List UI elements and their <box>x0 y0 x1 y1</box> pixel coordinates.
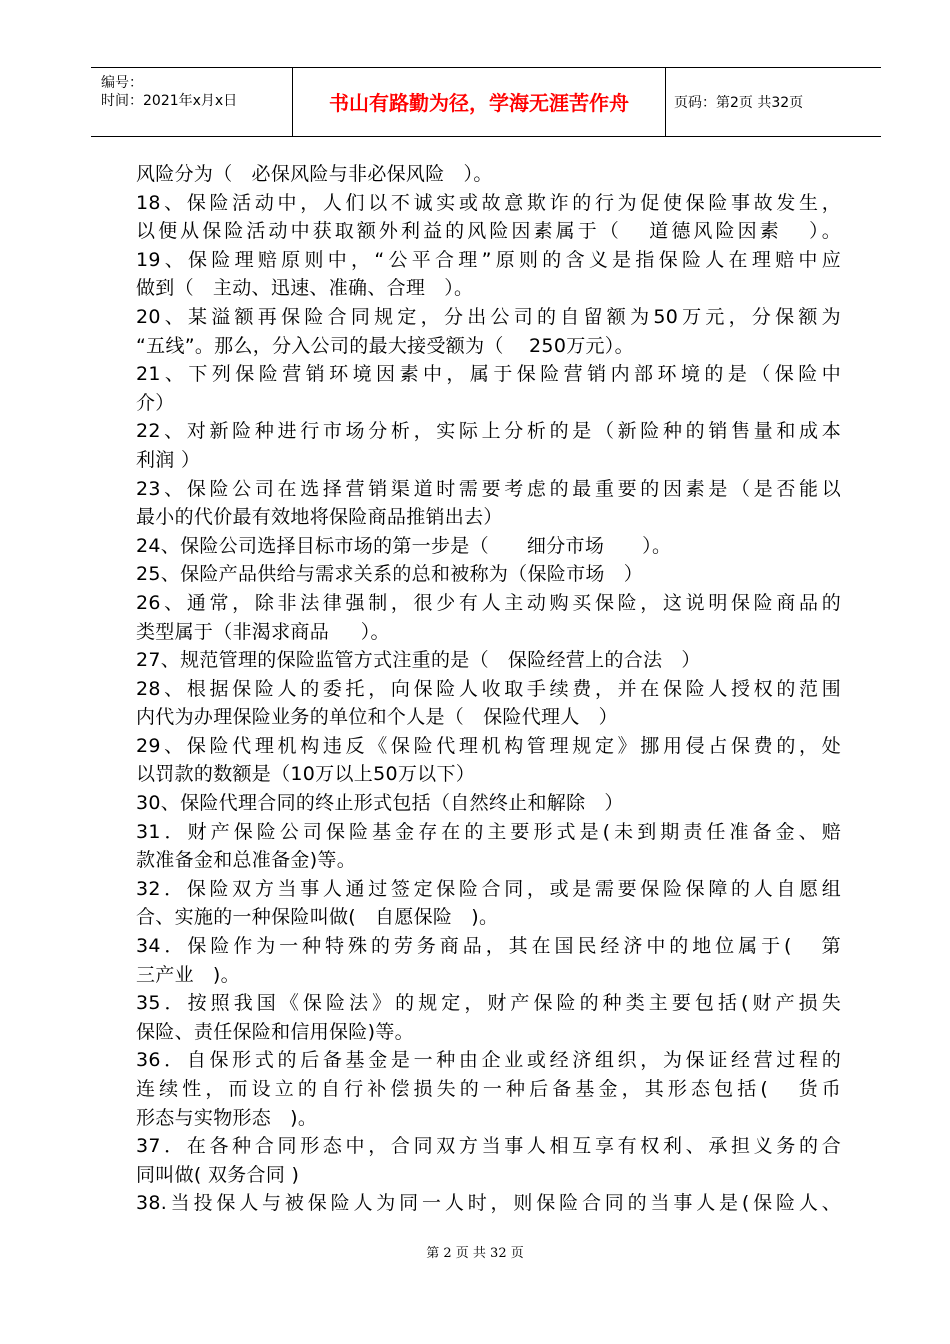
header-page-label: 页码：第2页 共32页 <box>674 95 804 111</box>
text-line: 30、保险代理合同的终止形式包括（自然终止和解除 ） <box>136 792 624 815</box>
text-line: 29、保险代理机构违反《保险代理机构管理规定》挪用侵占保费的，处 <box>136 734 841 757</box>
text-line: 27、规范管理的保险监管方式注重的是（ 保险经营上的合法 ） <box>136 649 701 672</box>
text-line: 26、通常，除非法律强制，很少有人主动购买保险，这说明保险商品的 <box>136 591 841 614</box>
number-label: 编号： <box>101 75 143 91</box>
text-line: 34．保险作为一种特殊的劳务商品，其在国民经济中的地位属于( 第 <box>136 935 841 958</box>
text-line: 以便从保险活动中获取额外利益的风险因素属于（ 道德风险因素 ）。 <box>136 220 841 243</box>
text-line: 合、实施的一种保险叫做( 自愿保险 )。 <box>136 906 499 929</box>
text-line: 18、保险活动中，人们以不诚实或故意欺诈的行为促使保险事故发生， <box>136 191 841 214</box>
motto-text: 书山有路勤为径，学海无涯苦作舟 <box>329 91 629 115</box>
text-line: 31．财产保险公司保险基金存在的主要形式是(未到期责任准备金、赔 <box>136 820 841 843</box>
text-line: 23、保险公司在选择营销渠道时需要考虑的最重要的因素是（是否能以 <box>136 477 841 500</box>
text-line: 以罚款的数额是（10万以上50万以下） <box>136 763 476 786</box>
text-line: 利润 ） <box>136 448 201 471</box>
text-line: 28、根据保险人的委托，向保险人收取手续费，并在保险人授权的范围 <box>136 677 841 700</box>
text-line: 连续性，而设立的自行补偿损失的一种后备基金，其形态包括( 货币 <box>136 1078 841 1100</box>
text-line: 20、某溢额再保险合同规定，分出公司的自留额为50万元，分保额为 <box>136 305 841 328</box>
header-motto-cell <box>293 68 666 136</box>
text-line: 19、保险理赔原则中，“公平合理”原则的含义是指保险人在理赔中应 <box>136 248 841 271</box>
header-meta-cell <box>91 68 293 136</box>
text-line: 21、下列保险营销环境因素中，属于保险营销内部环境的是（保险中 <box>136 363 841 386</box>
text-line: 38.当投保人与被保险人为同一人时，则保险合同的当事人是(保险人、 <box>136 1192 841 1215</box>
text-line: 保险、责任保险和信用保险)等。 <box>136 1020 414 1043</box>
text-line: 介） <box>136 391 175 414</box>
document-body <box>136 160 841 1218</box>
text-line: 内代为办理保险业务的单位和个人是（ 保险代理人 ） <box>136 706 618 729</box>
document-header <box>91 67 881 137</box>
text-line: 类型属于（非渴求商品 ）。 <box>136 620 390 643</box>
text-line: 同叫做( 双务合同 ) <box>136 1163 300 1186</box>
text-line: 款准备金和总准备金)等。 <box>136 849 357 872</box>
page-footer: 第 2 页 共 32 页 <box>426 1246 524 1261</box>
text-line: 36．自保形式的后备基金是一种由企业或经济组织，为保证经营过程的 <box>136 1049 841 1072</box>
header-page-cell <box>666 68 881 136</box>
text-line: 37．在各种合同形态中，合同双方当事人相互享有权利、承担义务的合 <box>136 1135 841 1158</box>
text-line: 25、保险产品供给与需求关系的总和被称为（保险市场 ） <box>136 563 643 586</box>
time-label: 时间：2021年x月x日 <box>101 93 238 109</box>
text-line: 35．按照我国《保险法》的规定，财产保险的种类主要包括(财产损失 <box>136 992 841 1015</box>
text-line: 22、对新险种进行市场分析，实际上分析的是（新险种的销售量和成本 <box>136 420 841 443</box>
text-line: 做到（ 主动、迅速、准确、合理 ）。 <box>136 277 474 300</box>
text-line: 三产业 )。 <box>136 963 240 986</box>
text-line: 最小的代价最有效地将保险商品推销出去） <box>136 506 503 529</box>
text-line: 24、保险公司选择目标市场的第一步是（ 细分市场 ）。 <box>136 534 672 557</box>
text-line: “五线”。那么，分入公司的最大接受额为（ 250万元）。 <box>136 334 634 357</box>
text-line: 32．保险双方当事人通过签定保险合同，或是需要保险保障的人自愿组 <box>136 877 841 900</box>
text-line: 形态与实物形态 )。 <box>136 1106 318 1129</box>
text-line: 风险分为（ 必保风险与非必保风险 ）。 <box>136 163 493 185</box>
